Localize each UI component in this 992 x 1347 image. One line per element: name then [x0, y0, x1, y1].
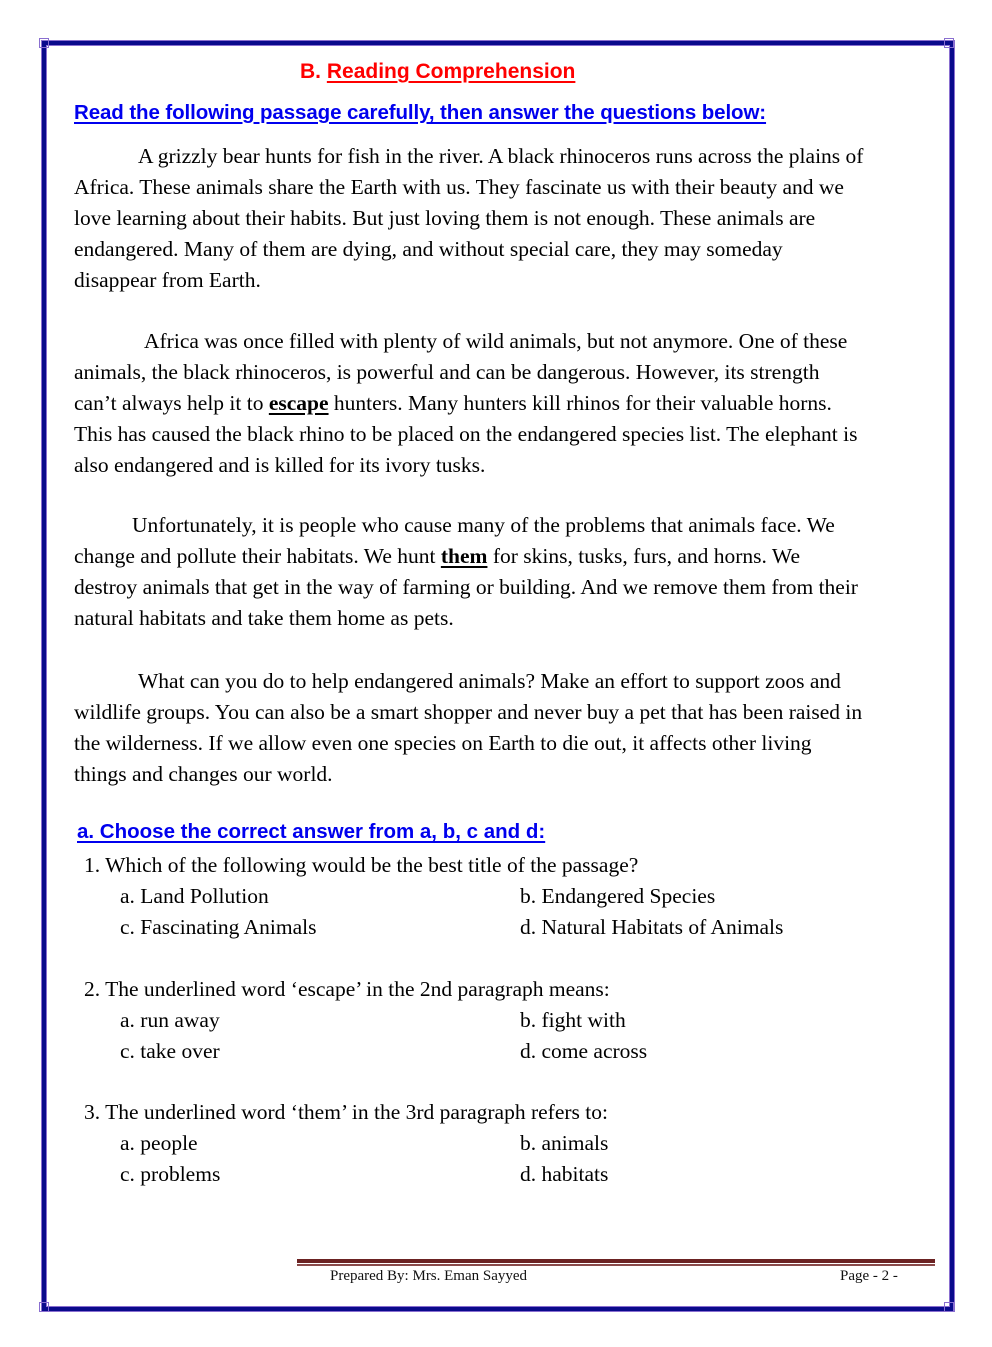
passage-line: [74, 388, 944, 419]
option-d[interactable]: d. Natural Habitats of Animals: [520, 915, 784, 939]
option-a[interactable]: a. Land Pollution: [120, 884, 269, 908]
option-b[interactable]: b. Endangered Species: [520, 884, 716, 908]
border-corner-top-left: [39, 38, 49, 48]
option-c[interactable]: c. problems: [120, 1162, 221, 1186]
question-2: [84, 974, 884, 1067]
passage-line: love learning about their habits. But just loving them is not enough. These animals are: [74, 206, 816, 230]
question-stem: 1. Which of the following would be the best title of the passage?: [84, 853, 639, 877]
keyword-them: them: [440, 544, 488, 568]
passage-line: animals, the black rhinoceros, is powerful and can be dangerous. However, its strength: [74, 360, 820, 384]
keyword-escape: escape: [268, 391, 329, 415]
option-a[interactable]: a. run away: [120, 1008, 220, 1032]
text-segment: for skins, tusks, furs, and horns. We: [487, 544, 801, 568]
passage-line: the wilderness. If we allow even one species on Earth to die out, it affects other living: [74, 731, 812, 755]
section-title-text: Reading Comprehension: [326, 60, 576, 83]
option-b[interactable]: b. fight with: [520, 1008, 626, 1032]
questions-heading: a. Choose the correct answer from a, b, c and d:: [77, 820, 546, 843]
footer-divider: [297, 1259, 935, 1264]
passage-line: Africa was once filled with plenty of wild animals, but not anymore. One of these: [144, 329, 848, 353]
text-segment: hunters. Many hunters kill rhinos for their valuable horns.: [328, 391, 832, 415]
section-prefix: B.: [300, 60, 321, 83]
border-corner-top-right: [944, 38, 954, 48]
question-stem: 2. The underlined word ‘escape’ in the 2nd paragraph means:: [84, 977, 610, 1001]
option-c[interactable]: c. take over: [120, 1039, 220, 1063]
passage-line: also endangered and is killed for its ivory tusks.: [74, 453, 486, 477]
footer-author: Prepared By: Mrs. Eman Sayyed: [330, 1268, 528, 1284]
passage-paragraph-3: [74, 510, 944, 634]
passage-line: destroy animals that get in the way of farming or building. And we remove them from their: [74, 575, 858, 599]
answer-options: [84, 1005, 884, 1067]
passage-paragraph-1: [74, 141, 944, 296]
text-segment: can’t always help it to: [74, 391, 269, 415]
passage-line: A grizzly bear hunts for fish in the river. A black rhinoceros runs across the plains of: [138, 144, 864, 168]
instruction-heading: Read the following passage carefully, then answer the questions below:: [74, 101, 767, 124]
question-1: [84, 850, 884, 943]
answer-options: [84, 881, 884, 943]
section-title: [300, 60, 575, 84]
passage-line: What can you do to help endangered animals? Make an effort to support zoos and: [138, 669, 841, 693]
answer-options: [84, 1128, 884, 1190]
footer-page-number: Page - 2 -: [840, 1268, 898, 1284]
passage-line: [74, 541, 944, 572]
passage-line: wildlife groups. You can also be a smart shopper and never buy a pet that has been raised in: [74, 700, 863, 724]
option-b[interactable]: b. animals: [520, 1131, 609, 1155]
passage-line: Africa. These animals share the Earth with us. They fascinate us with their beauty and we: [74, 175, 844, 199]
option-c[interactable]: c. Fascinating Animals: [120, 915, 317, 939]
question-stem: 3. The underlined word ‘them’ in the 3rd paragraph refers to:: [84, 1100, 608, 1124]
border-corner-bottom-left: [39, 1302, 49, 1312]
passage-line: things and changes our world.: [74, 762, 333, 786]
passage-line: This has caused the black rhino to be placed on the endangered species list. The elephant is: [74, 422, 858, 446]
passage-line: Unfortunately, it is people who cause many of the problems that animals face. We: [132, 513, 835, 537]
text-segment: change and pollute their habitats. We hunt: [74, 544, 441, 568]
passage-line: natural habitats and take them home as pets.: [74, 606, 454, 630]
option-d[interactable]: d. habitats: [520, 1162, 609, 1186]
passage-paragraph-4: [74, 666, 944, 790]
option-a[interactable]: a. people: [120, 1131, 198, 1155]
border-corner-bottom-right: [944, 1302, 954, 1312]
passage-line: endangered. Many of them are dying, and without special care, they may someday: [74, 237, 783, 261]
option-d[interactable]: d. come across: [520, 1039, 648, 1063]
passage-line: disappear from Earth.: [74, 268, 261, 292]
question-3: [84, 1097, 884, 1190]
passage-paragraph-2: [74, 326, 944, 481]
